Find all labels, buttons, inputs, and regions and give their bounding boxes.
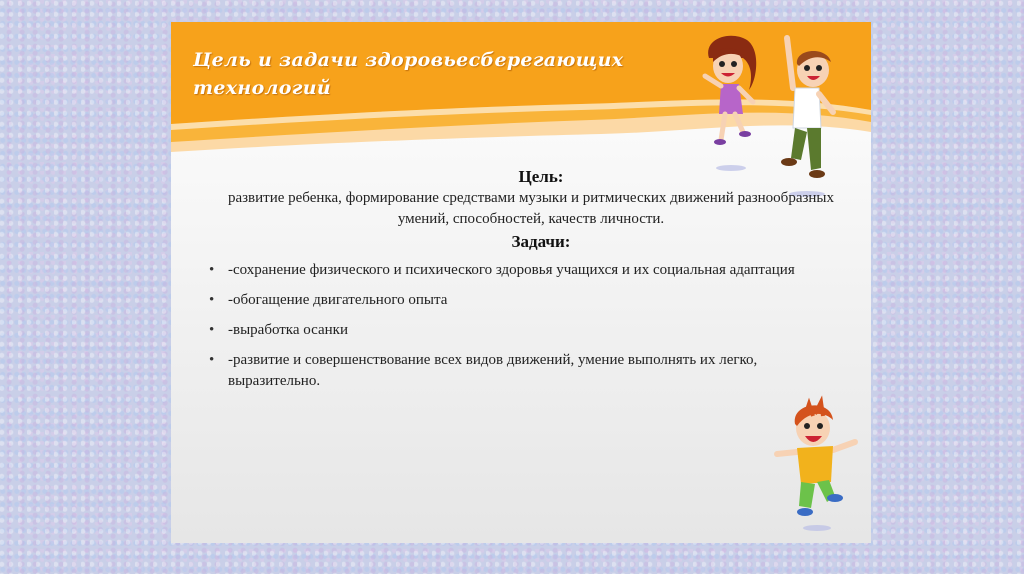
tasks-heading: Задачи:: [511, 232, 571, 251]
tasks-list: [207, 260, 807, 401]
slide: [171, 22, 871, 543]
boy-cheering-icon: [769, 394, 864, 534]
list-item: • -развитие и совершенствование всех видов движений, умение выполнять их легко, выразительно.: [207, 350, 807, 392]
goal-text: развитие ребенка, формирование средствами музыки и ритмических движений разнообразных умений, способностей, качеств личности.: [227, 190, 835, 227]
list-item: • -сохранение физического и психического здоровья учащихся и их социальная адаптация: [207, 260, 807, 281]
slide-title: Цель и задачи здоровьесберегающих технологий: [193, 49, 624, 99]
girl-jumping-icon: [691, 28, 771, 173]
list-item: • -обогащение двигательного опыта: [207, 290, 807, 311]
list-item: • -выработка осанки: [207, 320, 807, 341]
goal-heading: Цель:: [518, 167, 564, 186]
